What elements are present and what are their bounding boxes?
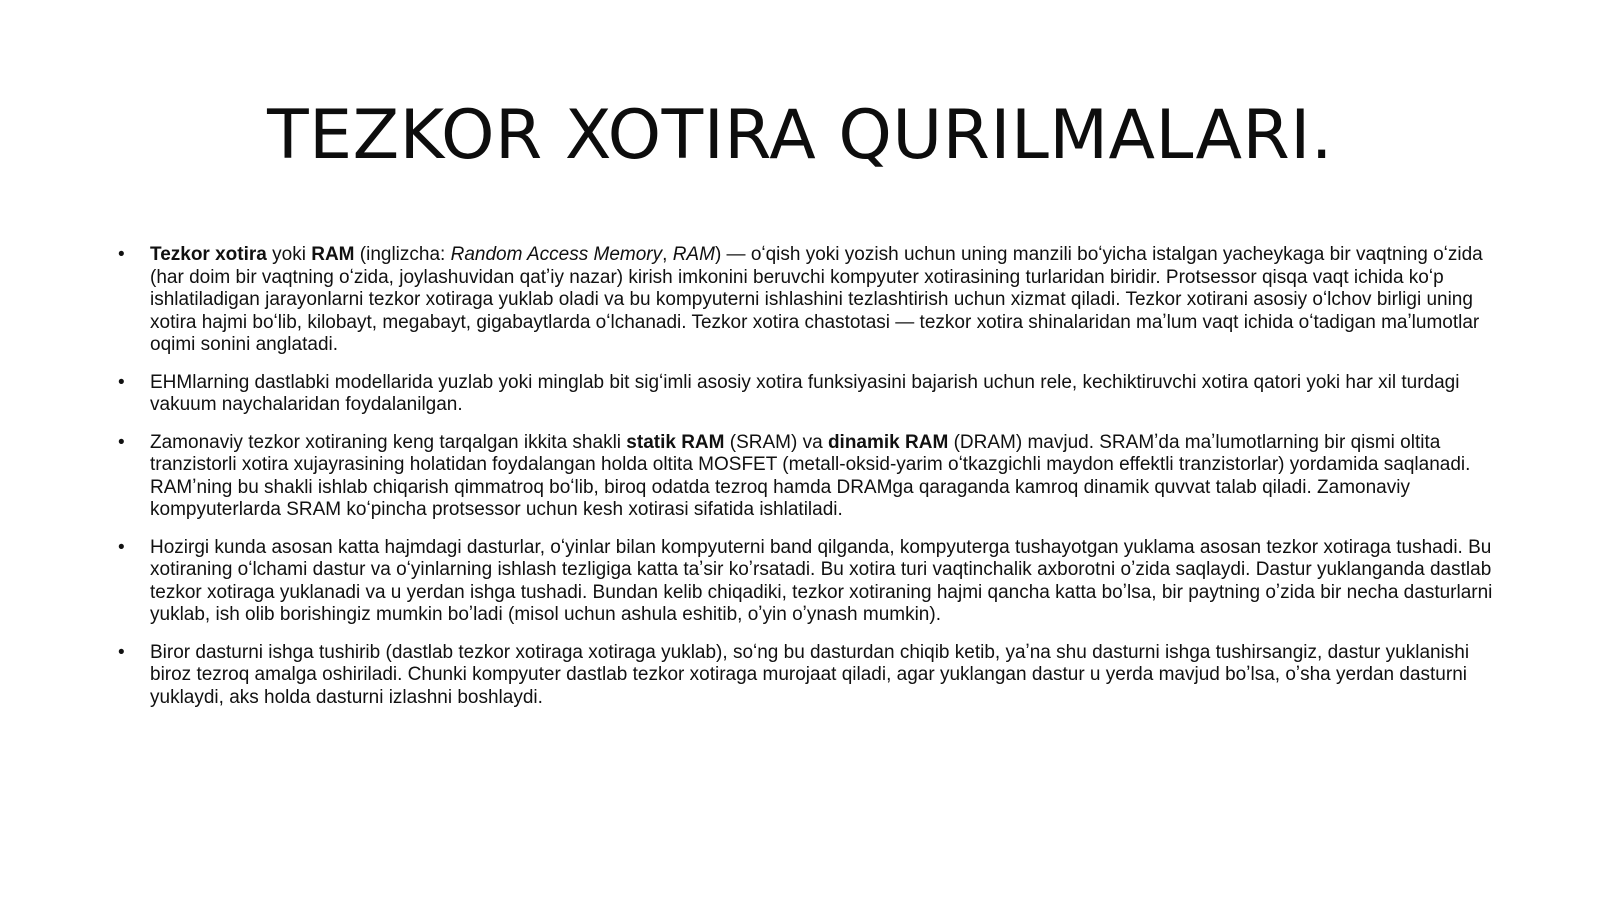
italic-term: Random Access Memory <box>450 244 663 265</box>
paragraph-text: Hozirgi kunda asosan katta hajmdagi dasturlar, oʻyinlar bilan kompyuterni band qilganda, kompyuterga tushayotgan yuklama asosan tezkor xotiraga tushadi. Bu xotiraning oʻlchami dastur va oʻyinlarning ishlash tezligiga katta taʼsir koʼrsatadi. Bu xotira turi vaqtinchalik axborotni oʼzida saqlaydi. Dastur yuklanganda dastlab tezkor xotiraga yuklanadi va u yerdan ishga tushadi. Bundan kelib chiqadiki, tezkor xotiraning hajmi qancha katta boʼlsa, bir paytning oʼzida bir necha dasturlarni yuklab, ish olib borishingiz mumkin boʼladi (misol uchun ashula eshitib, oʼyin oʼynash mumkin). <box>150 536 1493 625</box>
bold-term: Tezkor xotira <box>150 244 267 265</box>
text-run: yoki <box>266 244 312 265</box>
bullet-icon: • <box>118 244 125 265</box>
bold-term: RAM <box>311 244 355 265</box>
text-run: (inglizcha: <box>354 244 451 265</box>
paragraph-text <box>150 432 1470 521</box>
bullet-item-program-load <box>118 537 1498 627</box>
bullet-icon: • <box>118 431 125 453</box>
text-run: ) — oʻqish yoki yozish uchun uning manzili boʻyicha istalgan yacheykaga bir vaqtning oʻzida (har doim bir vaqtning oʻzida, joylashuvidan qatʼiy nazar) kirish imkonini beruvchi kompyuter xotirasining turlaridan biridir. Protsessor qisqa vaqt ichida koʻp ishlatiladigan jarayonlarni tezkor xotiraga yuklab oladi va bu kompyuterni ishlashini tezlashtirish uchun xizmat qiladi. Tezkor xotirani asosiy oʻlchov birligi uning xotira hajmi boʻlib, kilobayt, megabayt, gigabaytlarda oʻlchanadi. Tezkor xotira chastotasi — tezkor xotira shinalaridan maʼlum vaqt ichida oʻtadigan maʼlumotlar oqimi sonini anglatadi. <box>150 244 1483 355</box>
bullet-item-sram-dram <box>118 432 1498 522</box>
italic-term: RAM <box>672 244 715 265</box>
slide-title: TEZKOR XOTIRA QURILMALARI. <box>267 96 1333 175</box>
paragraph-text <box>150 244 1483 355</box>
text-run: Zamonaviy tezkor xotiraning keng tarqalgan ikkita shakli <box>150 431 627 453</box>
paragraph-text: Biror dasturni ishga tushirib (dastlab tezkor xotiraga xotiraga yuklab), soʻng bu dasturdan chiqib ketib, yaʼna shu dasturni ishga tushirsangiz, dastur yuklanishi biroz tezroq amalga oshiriladi. Chunki kompyuter dastlab tezkor xotiraga murojaat qiladi, agar yuklangan dastur u yerda mavjud boʼlsa, oʼsha yerdan dasturni yuklaydi, aks holda dasturni izlashni boshlaydi. <box>150 641 1470 708</box>
text-run: (SRAM) va <box>724 431 828 453</box>
bullet-item-ram-definition <box>118 244 1498 357</box>
text-run: , <box>662 244 673 265</box>
bold-term: statik RAM <box>626 431 725 453</box>
bullet-icon: • <box>118 641 125 663</box>
text-run: (DRAM) mavjud. SRAMʼda maʼlumotlarning bir qismi oltita tranzistorli xotira xujayrasining holatidan foydalangan holda oltita MOSFET (metall-oksid-yarim oʻtkazgichli maydon effektli tranzistorlar) yordamida saqlanadi. RAMʼning bu shakli ishlab chiqarish qimmatroq boʻlib, biroq odatda tezroq hamda DRAMga qaraganda kamroq dinamik quvvat talab qiladi. Zamonaviy kompyuterlarda SRAM koʻpincha protsessor uchun kesh xotirasi sifatida ishlatiladi. <box>150 431 1471 520</box>
bullet-icon: • <box>118 536 125 558</box>
bullet-item-restart <box>118 642 1498 710</box>
bullet-item-early-models <box>118 372 1498 417</box>
bullet-list <box>118 244 1498 724</box>
bold-term: dinamik RAM <box>827 431 949 453</box>
bullet-icon: • <box>118 371 125 393</box>
paragraph-text: EHMlarning dastlabki modellarida yuzlab yoki minglab bit sigʻimli asosiy xotira funksiyasini bajarish uchun rele, kechiktiruvchi xotira qatori yoki har xil turdagi vakuum naychalaridan foydalanilgan. <box>150 371 1460 415</box>
